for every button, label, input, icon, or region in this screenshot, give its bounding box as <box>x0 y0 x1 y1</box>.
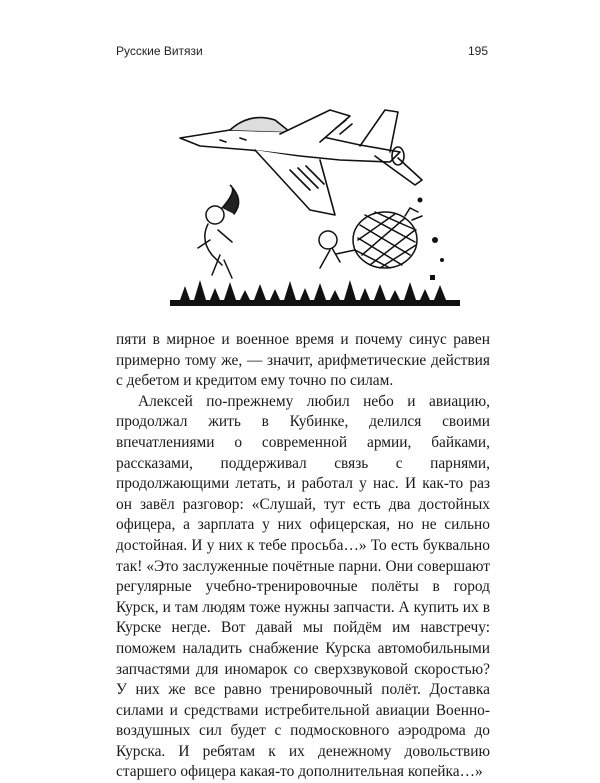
page-number: 195 <box>467 44 488 58</box>
jet-cartoon-illustration <box>160 90 460 320</box>
paragraph: Алексей по-прежнему любил небо и авиацию, продолжал жить в Кубинке, делился своими впечатлениями о современной армии, байками, рассказами, поддерживал связь с парнями, продолжающими летать, и работал у нас. И как-то раз он завёл разговор: «Слушай, тут есть два достойных офицера, а зарплата у них офицерская, но не сильно достойная. И у них к тебе просьба…» То есть буквально так! «Это заслуженные почётные парни. Они совершают регулярные учебно-тренировочные полёты в город Курск, и там людям тоже нужны запчасти. А купить их в Курске негде. Вот давай мы пойдём им навстречу: поможем наладить снабжение Курска автомобильными запчастями для иномарок со сверхзвуковой скоростью? У них же все равно тренировочный полёт. Доставка силами и средствами истребительной авиации Военно-воздушных сил будет с подмосковного аэродрома до Курска. И ребятам к их денежному довольствию старшего офицера какая-то дополнительная копейка…» <box>116 392 490 781</box>
paragraph: пяти в мирное и военное время и почему синус равен примерно тому же, — значит, арифметические действия с дебетом и кредитом ему точно по силам. <box>116 331 490 390</box>
body-text <box>116 330 490 783</box>
running-title: Русские Витязи <box>116 44 203 58</box>
